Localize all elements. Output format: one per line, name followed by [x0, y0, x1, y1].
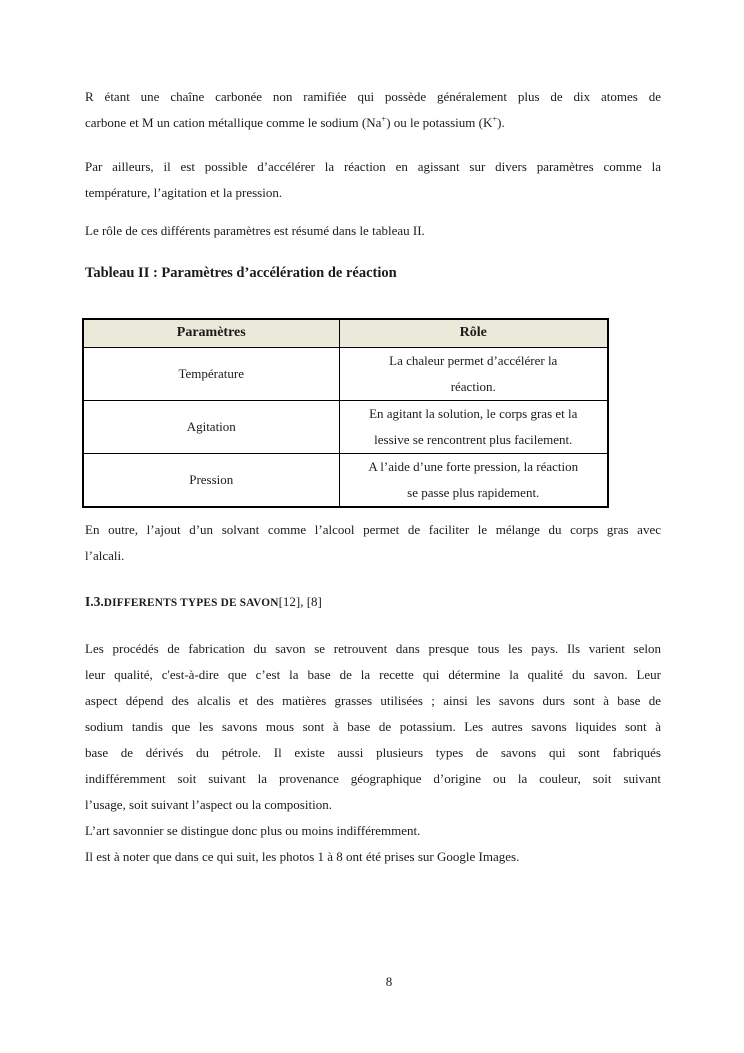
section-references: [12], [8] [278, 594, 322, 609]
paragraph-line: indifféremment soit suivant la provenance géographique d’origine ou la couleur, soit suivant [85, 771, 661, 786]
column-header-role: Rôle [339, 319, 608, 347]
paragraph-line: R étant une chaîne carbonée non ramifiée qui possède généralement plus de dix atomes de [85, 89, 661, 104]
paragraph-line: température, l’agitation et la pression. [85, 185, 283, 200]
role-line: La chaleur permet d’accélérer la [389, 352, 558, 368]
table-row-pression [83, 453, 608, 507]
table-caption-heading: Tableau II : Paramètres d’accélération de réaction [85, 265, 397, 281]
parameters-table [82, 318, 609, 508]
role-line: réaction. [450, 378, 496, 394]
column-header-parametres: Paramètres [83, 319, 339, 347]
paragraph-line: Les procédés de fabrication du savon se retrouvent dans presque tous les pays. Ils varient selon [85, 641, 661, 656]
paragraph-acceleration-params [85, 154, 661, 206]
text-segment: ) ou le potassium (K [386, 115, 493, 130]
superscript-plus: + [492, 113, 498, 124]
paragraph-line: base de dérivés du pétrole. Il existe aussi plusieurs types de savons qui sont fabriqués [85, 745, 661, 760]
page-number: 8 [385, 974, 393, 989]
paragraph-procedes-fabrication [85, 636, 661, 870]
text-segment: ). [497, 115, 505, 130]
param-cell: Température [83, 347, 339, 400]
role-cell [339, 347, 608, 400]
role-line: En agitant la solution, le corps gras et la [369, 405, 578, 421]
table-row-agitation [83, 400, 608, 453]
table-header-row [83, 319, 608, 347]
section-heading-types-de-savon [85, 589, 661, 615]
paragraph-line: Le rôle de ces différents paramètres est résumé dans le tableau II. [85, 223, 425, 238]
superscript-plus: + [381, 113, 387, 124]
paragraph-intro-r-chain [85, 84, 661, 136]
paragraph-line: Par ailleurs, il est possible d’accélérer la réaction en agissant sur divers paramètres comme la [85, 159, 661, 174]
paragraph-line-google-images: Il est à noter que dans ce qui suit, les photos 1 à 8 ont été prises sur Google Images. [85, 849, 520, 864]
parameters-table-wrapper [82, 318, 661, 508]
paragraph-line: En outre, l’ajout d’un solvant comme l’alcool permet de faciliter le mélange du corps gras avec [85, 522, 661, 537]
paragraph-line-art-savonnier: L’art savonnier se distingue donc plus ou moins indifféremment. [85, 823, 421, 838]
paragraph-line: sodium tandis que les savons mous sont à base de potassium. Les autres savons liquides sont à [85, 719, 661, 734]
paragraph-line: leur qualité, c'est-à-dire que c’est la base de la recette qui détermine la qualité du savon. Leur [85, 667, 661, 682]
document-body [85, 84, 661, 870]
param-cell: Pression [83, 453, 339, 507]
role-line: se passe plus rapidement. [407, 484, 540, 500]
paragraph-line: l’alcali. [85, 548, 125, 563]
role-cell [339, 453, 608, 507]
paragraph-line: aspect dépend des alcalis et des matières grasses utilisées ; ainsi les savons durs sont à base de [85, 693, 661, 708]
param-cell: Agitation [83, 400, 339, 453]
paragraph-table-intro [85, 218, 661, 244]
role-line: lessive se rencontrent plus facilement. [374, 431, 573, 447]
section-title: DIFFERENTS TYPES DE SAVON [103, 597, 279, 609]
role-cell [339, 400, 608, 453]
paragraph-line-with-superscripts [85, 110, 661, 136]
role-line: A l’aide d’une forte pression, la réaction [368, 458, 579, 474]
text-segment: carbone et M un cation métallique comme le sodium (Na [85, 115, 382, 130]
section-number: I.3. [85, 594, 104, 609]
paragraph-solvant [85, 517, 661, 569]
table-row-temperature [83, 347, 608, 400]
paragraph-line: l’usage, soit suivant l’aspect ou la composition. [85, 797, 332, 812]
